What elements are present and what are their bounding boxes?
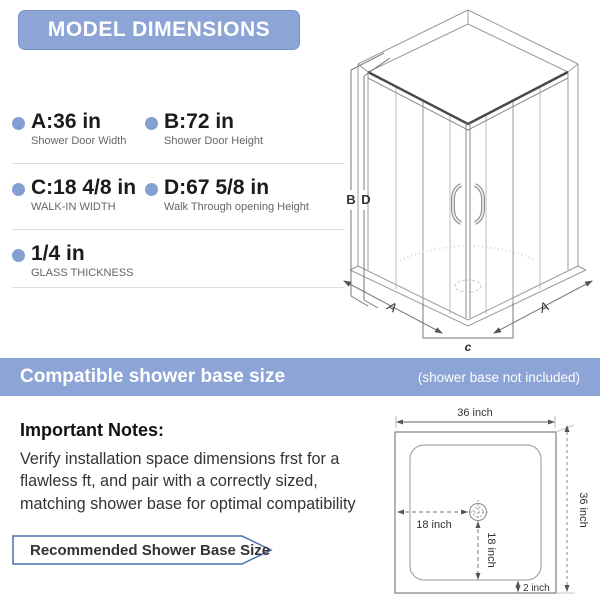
dimension-label: Shower Door Width	[31, 135, 127, 148]
dim-label-a-left: A	[384, 298, 400, 316]
model-dimensions-header	[18, 10, 300, 50]
glass-walls	[358, 10, 578, 314]
shower-enclosure-diagram	[338, 8, 598, 353]
top-rail-inner	[368, 78, 568, 130]
banner-note: (shower base not included)	[417, 369, 580, 385]
model-dimensions-title: MODEL DIMENSIONS	[47, 18, 271, 41]
dimension-value: B:72 in	[164, 110, 235, 133]
drain-icon	[466, 500, 490, 524]
door-handle-icon	[475, 185, 483, 223]
dim-label-b: B	[346, 192, 356, 207]
extension-ticks	[556, 425, 575, 593]
dimension-item-c	[12, 176, 136, 213]
drain-icon	[455, 280, 481, 292]
bullet-icon	[145, 117, 158, 130]
important-notes-body: Verify installation space dimensions frst for a flawless ft, and pair with a correctly sized, matching shower base for optimal compatibility	[20, 450, 356, 513]
base-height-label: 36 inch	[577, 492, 589, 528]
drain-bottom-label: 18 inch	[485, 532, 497, 568]
center-door-stiles	[466, 123, 470, 318]
divider	[12, 163, 345, 164]
dimension-label: WALK-IN WIDTH	[31, 201, 116, 214]
compatible-base-banner	[0, 358, 600, 396]
dimension-value: 1/4 in	[31, 242, 85, 265]
dim-label-a-right: A	[536, 298, 552, 316]
shower-base-pan	[350, 266, 586, 326]
dimension-item-d	[145, 176, 309, 213]
dimension-item-glass	[12, 242, 134, 279]
bullet-icon	[12, 249, 25, 262]
floor-texture	[400, 246, 536, 260]
dimension-label: Walk Through opening Height	[164, 201, 309, 214]
shower-base-diagram	[370, 398, 598, 600]
top-rail	[368, 72, 568, 124]
dim-label-d: D	[361, 192, 371, 207]
dimension-value: C:18 4/8 in	[31, 176, 137, 199]
dimension-item-b	[145, 110, 263, 147]
dimension-label: Shower Door Height	[164, 135, 264, 148]
dimension-item-a	[12, 110, 126, 147]
bullet-icon	[12, 183, 25, 196]
banner-title: Compatible shower base size	[20, 366, 286, 387]
important-notes-heading: Important Notes:	[20, 420, 164, 440]
height-dimension-lines	[351, 53, 390, 308]
ribbon-label: Recommended Shower Base Size	[30, 542, 271, 559]
bullet-icon	[12, 117, 25, 130]
drain-left-label: 18 inch	[416, 519, 452, 531]
recommended-base-ribbon	[12, 535, 274, 565]
dim-label-c: c	[464, 340, 472, 353]
bullet-icon	[145, 183, 158, 196]
door-handle-icon	[453, 185, 461, 223]
dimension-label: GLASS THICKNESS	[31, 267, 134, 280]
divider	[12, 287, 345, 288]
rim-gap-label: 2 inch	[523, 583, 550, 594]
dimension-value: A:36 in	[31, 110, 102, 133]
base-width-label: 36 inch	[457, 407, 493, 419]
divider	[12, 229, 345, 230]
dimension-value: D:67 5/8 in	[164, 176, 270, 199]
